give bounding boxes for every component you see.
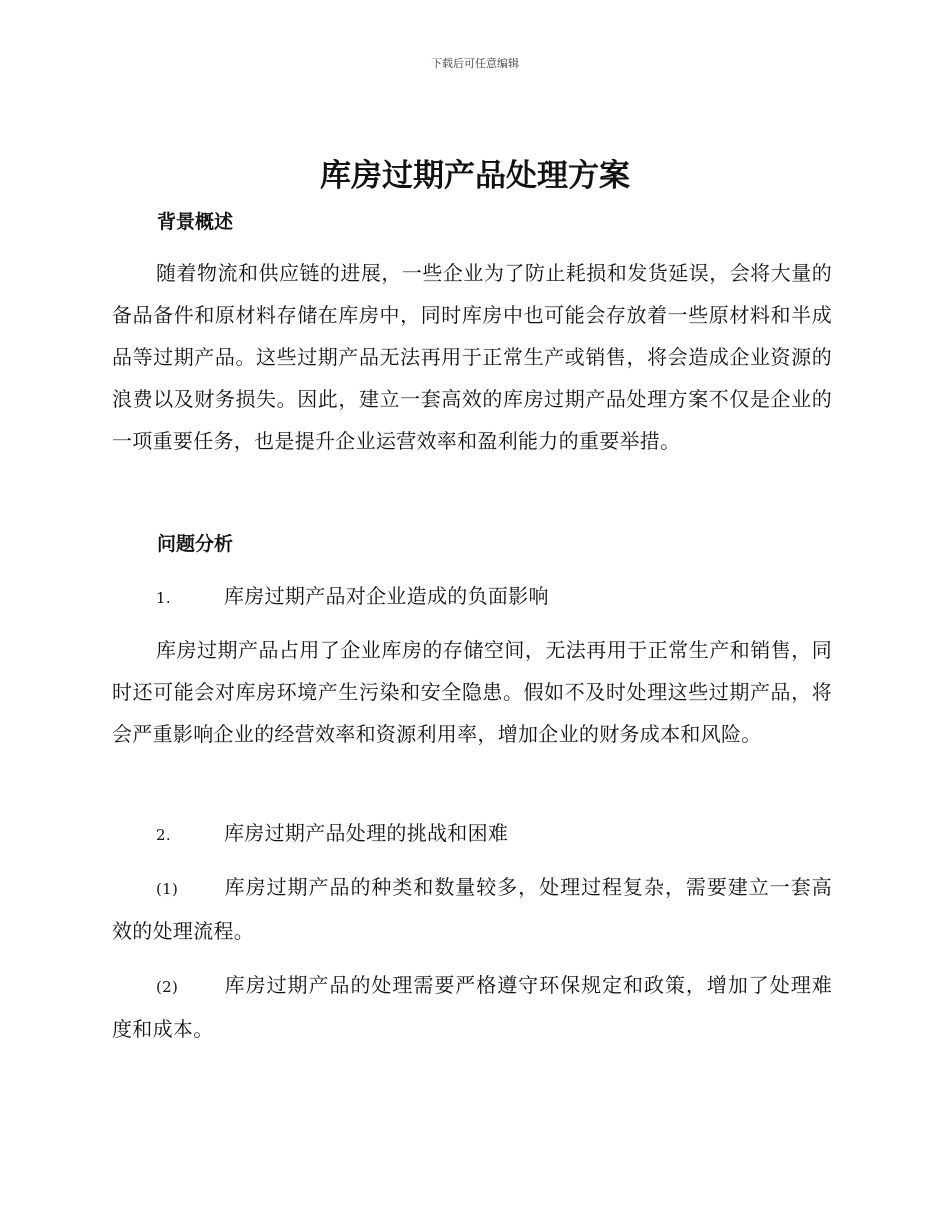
numbered-item-2: [112, 812, 832, 856]
sub-item-number: (1): [156, 880, 179, 898]
section-heading-background: 背景概述: [157, 211, 234, 233]
sub-item-text: 库房过期产品的种类和数量较多，处理过程复杂，需要建立一套高效的处理流程。: [112, 875, 832, 943]
header-note: 下载后可任意编辑: [431, 57, 519, 70]
item1-paragraph: 库房过期产品占用了企业库房的存储空间，无法再用于正常生产和销售，同时还可能会对库房环境产生污染和安全隐患。假如不及时处理这些过期产品，将会严重影响企业的经营效率和资源利用率，增加企业的财务成本和风险。: [112, 638, 832, 746]
item-title: 库房过期产品对企业造成的负面影响: [224, 584, 549, 608]
page-title: 库房过期产品处理方案: [320, 158, 630, 194]
item-title: 库房过期产品处理的挑战和困难: [224, 821, 509, 845]
sub-item-1: [112, 866, 832, 952]
sub-item-number: (2): [156, 978, 179, 996]
item-number: 1.: [156, 589, 171, 607]
sub-item-2: [112, 964, 832, 1050]
numbered-item-1: [112, 575, 832, 619]
item-number: 2.: [156, 826, 171, 844]
background-paragraph: 随着物流和供应链的进展，一些企业为了防止耗损和发货延误，会将大量的备品备件和原材料存储在库房中，同时库房中也可能会存放着一些原材料和半成品等过期产品。这些过期产品无法再用于正常生产或销售，将会造成企业资源的浪费以及财务损失。因此，建立一套高效的库房过期产品处理方案不仅是企业的一项重要任务，也是提升企业运营效率和盈利能力的重要举措。: [112, 261, 832, 453]
section-heading-analysis: 问题分析: [157, 533, 234, 555]
sub-item-text: 库房过期产品的处理需要严格遵守环保规定和政策，增加了处理难度和成本。: [112, 973, 832, 1041]
